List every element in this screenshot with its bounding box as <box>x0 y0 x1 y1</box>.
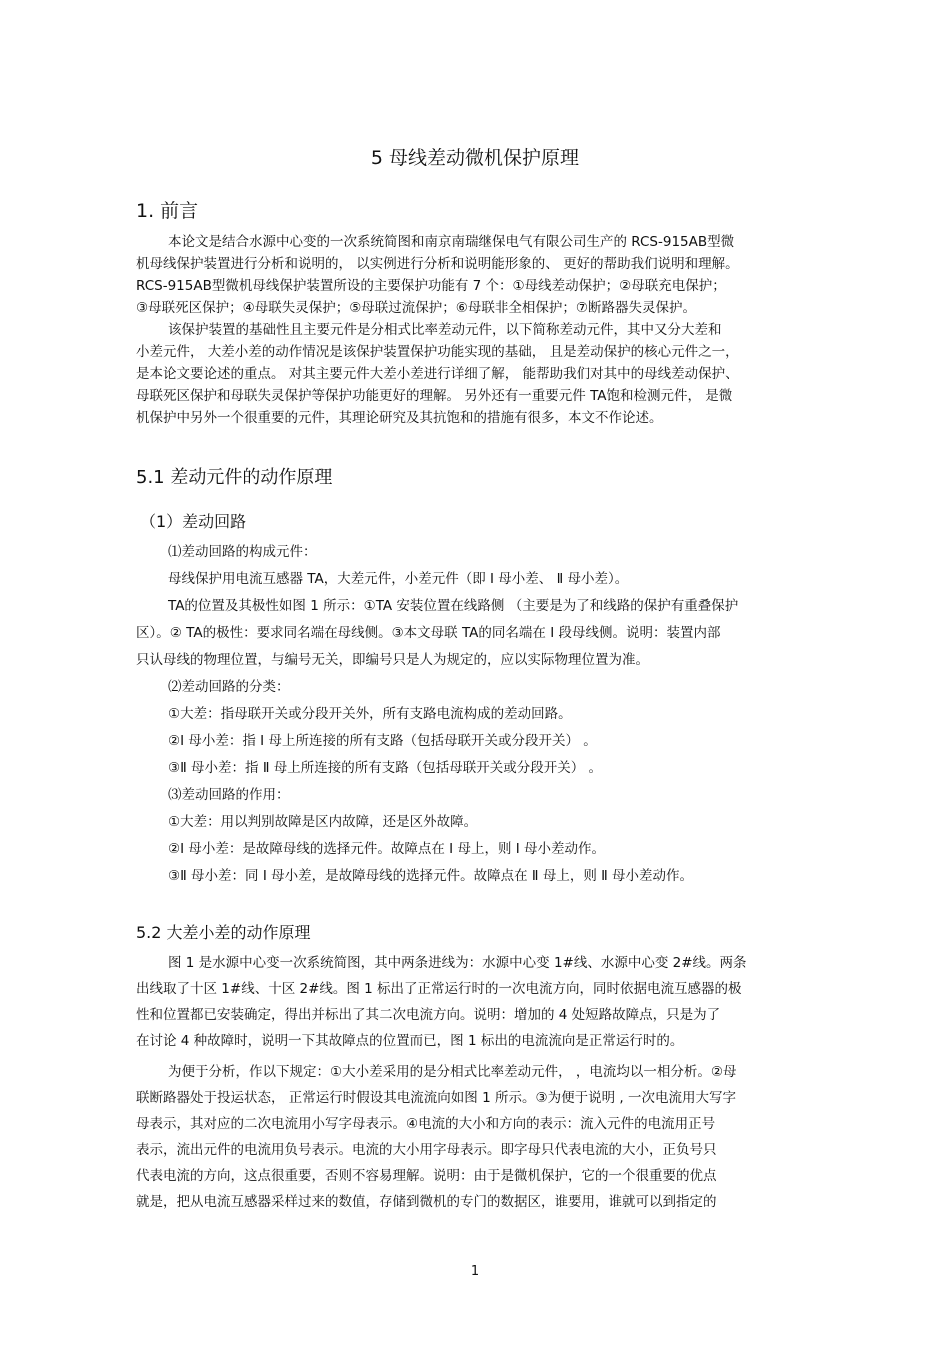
text-line: 就是，把从电流互感器采样过来的数值，存储到微机的专门的数据区，谁要用，谁就可以到指定的 <box>136 1194 717 1210</box>
text-line: 出线取了十区 1#线、十区 2#线。图 1 标出了正常运行时的一次电流方向，同时依据电流互感器的极 <box>136 981 742 997</box>
text-line: 是本论文要论述的重点。 对其主要元件大差小差进行详细了解， 能帮助我们对其中的母线差动保护、 <box>136 366 739 382</box>
text-line: 为便于分析，作以下规定：①大小差采用的是分相式比率差动元件， ，电流均以一相分析。②母 <box>168 1064 737 1080</box>
text-line: RCS-915AB型微机母线保护装置所设的主要保护功能有 7 个：①母线差动保护；②母联充电保护； <box>136 278 726 294</box>
text-line: 母表示，其对应的二次电流用小写字母表示。④电流的大小和方向的表示：流入元件的电流用正号 <box>136 1116 716 1132</box>
text-line: 图 1 是水源中心变一次系统简图，其中两条进线为：水源中心变 1#线、水源中心变 2#线。两条 <box>168 955 747 971</box>
text-line: ⑵差动回路的分类： <box>168 679 290 695</box>
section-heading-5-2: 5.2 大差小差的动作原理 <box>136 923 311 942</box>
text-line: 代表电流的方向，这点很重要，否则不容易理解。说明：由于是微机保护，它的一个很重要的优点 <box>136 1168 717 1184</box>
text-line: 区）。② TA的极性：要求同名端在母线侧。③本文母联 TA的同名端在 Ⅰ 段母线侧。说明：装置内部 <box>136 625 721 641</box>
text-line: 小差元件， 大差小差的动作情况是该保护装置保护功能实现的基础， 且是差动保护的核心元件之一， <box>136 344 739 360</box>
text-line: ③Ⅱ 母小差：指 Ⅱ 母上所连接的所有支路（包括母联开关或分段开关） 。 <box>168 760 603 776</box>
page-number: 1 <box>470 1264 480 1279</box>
text-line: ②Ⅰ 母小差：指 Ⅰ 母上所连接的所有支路（包括母联开关或分段开关） 。 <box>168 733 597 749</box>
text-line: 本论文是结合水源中心变的一次系统简图和南京南瑞继保电气有限公司生产的 RCS-915AB型微 <box>168 234 735 250</box>
text-line: 只认母线的物理位置，与编号无关，即编号只是人为规定的，应以实际物理位置为准。 <box>136 652 649 668</box>
text-line: 母线保护用电流互感器 TA，大差元件，小差元件（即 Ⅰ 母小差、 Ⅱ 母小差）。 <box>168 571 629 587</box>
text-line: 母联死区保护和母联失灵保护等保护功能更好的理解。 另外还有一重要元件 TA饱和检测元件， 是微 <box>136 388 733 404</box>
text-line: ⑶差动回路的作用： <box>168 787 290 803</box>
subsection-heading-differential-circuit: （1）差动回路 <box>140 512 247 531</box>
text-line: ①大差：用以判别故障是区内故障，还是区外故障。 <box>168 814 478 830</box>
text-line: ③Ⅱ 母小差：同 Ⅰ 母小差，是故障母线的选择元件。故障点在 Ⅱ 母上，则 Ⅱ 母小差动作。 <box>168 868 694 884</box>
text-line: 联断路器处于投运状态， 正常运行时假设其电流流向如图 1 所示。③为便于说明 , 一次电流用大写字 <box>136 1090 736 1106</box>
text-line: 机母线保护装置进行分析和说明的， 以实例进行分析和说明能形象的、 更好的帮助我们说明和理解。 <box>136 256 739 272</box>
text-line: ③母联死区保护；④母联失灵保护；⑤母联过流保护；⑥母联非全相保护；⑦断路器失灵保护。 <box>136 300 697 316</box>
text-line: 表示，流出元件的电流用负号表示。电流的大小用字母表示。即字母只代表电流的大小，正负号只 <box>136 1142 717 1158</box>
section-heading-5-1: 5.1 差动元件的动作原理 <box>136 467 333 488</box>
section-heading-preface: 1. 前言 <box>136 200 199 222</box>
text-line: 在讨论 4 种故障时，说明一下其故障点的位置而已，图 1 标出的电流流向是正常运行时的。 <box>136 1033 684 1049</box>
text-line: ①大差：指母联开关或分段开关外，所有支路电流构成的差动回路。 <box>168 706 572 722</box>
text-line: ⑴差动回路的构成元件： <box>168 544 317 560</box>
text-line: 机保护中另外一个很重要的元件，其理论研究及其抗饱和的措施有很多，本文不作论述。 <box>136 410 663 426</box>
page-title: 5 母线差动微机保护原理 <box>370 147 580 169</box>
text-line: ②Ⅰ 母小差：是故障母线的选择元件。故障点在 Ⅰ 母上，则 Ⅰ 母小差动作。 <box>168 841 606 857</box>
text-line: TA的位置及其极性如图 1 所示：①TA 安装位置在线路侧 （主要是为了和线路的保护有重叠保护 <box>168 598 739 614</box>
text-line: 该保护装置的基础性且主要元件是分相式比率差动元件，以下简称差动元件，其中又分大差和 <box>168 322 722 338</box>
text-line: 性和位置都已安装确定，得出并标出了其二次电流方向。说明：增加的 4 处短路故障点，只是为了 <box>136 1007 721 1023</box>
